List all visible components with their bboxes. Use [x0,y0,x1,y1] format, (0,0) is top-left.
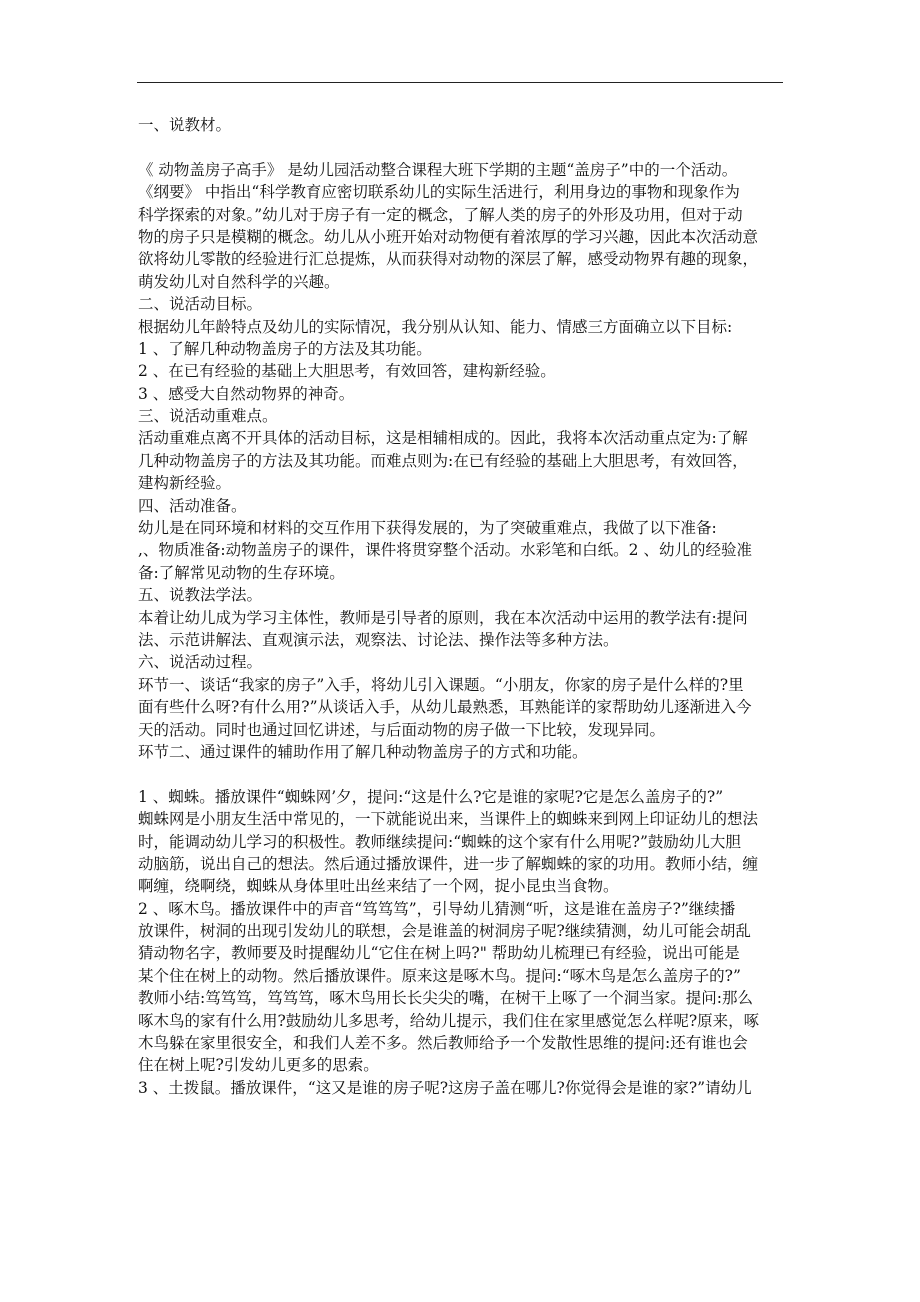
paragraph-line: 环节二、通过课件的辅助作用了解几种动物盖房子的方式和功能。 [138,742,588,761]
paragraph-line: 放课件，树洞的出现引发幼儿的联想，会是谁盖的树洞房子呢?继续猜测，幼儿可能会胡乱 [138,922,751,941]
paragraph-line: 木鸟躲在家里很安全，和我们人差不多。然后教师给予一个发散性思维的提问:还有谁也会 [138,1034,748,1053]
paragraph-line: 备:了解常见动物的生存环境。 [138,563,345,582]
list-item: 3 、土拨鼠。播放课件，“这又是谁的房子呢?这房子盖在哪儿?你觉得会是谁的家?”请幼儿 [138,1078,752,1097]
blank-line [138,763,786,785]
list-item: 2 、啄木鸟。播放课件中的声音“笃笃笃”，引导幼儿猜测“听，这是谁在盖房子?”继续播 [138,899,736,918]
paragraph-line: 面有些什么呀?有什么用?”从谈话入手，从幼儿最熟悉，耳熟能详的家帮助幼儿逐渐进入今 [138,698,752,717]
paragraph-line: 建构新经验。 [138,474,232,493]
paragraph-line: 啊缠，绕啊绕，蜘蛛从身体里吐出丝来结了一个网，捉小昆虫当食物。 [138,877,619,896]
document-body [138,114,786,1099]
paragraph-line: 活动重难点离不开具体的活动目标，这是相辅相成的。因此，我将本次活动重点定为:了解 [138,429,748,448]
paragraph-line: 根据幼儿年龄特点及幼儿的实际情况，我分别从认知、能力、情感三方面确立以下目标: [138,317,733,336]
paragraph-line: 欲将幼儿零散的经验进行汇总提炼，从而获得对动物的深层了解，感受动物界有趣的现象， [138,250,759,269]
header-rule [137,82,783,83]
paragraph-line: 《 动物盖房子高手》 是幼儿园活动整合课程大班下学期的主题“盖房子”中的一个活动。 [138,160,738,179]
paragraph-line: 环节一、谈话“我家的房子”入手，将幼儿引入课题。“小朋友，你家的房子是什么样的?里 [138,675,744,694]
paragraph-line: 住在树上呢?引发幼儿更多的思索。 [138,1056,379,1075]
paragraph-line: 某个住在树上的动物。然后播放课件。原来这是啄木鸟。提问:“啄木鸟是怎么盖房子的?” [138,966,741,985]
section-heading: 一、说教材。 [138,116,232,134]
paragraph-line: 动脑筋，说出自己的想法。然后通过播放课件，进一步了解蜘蛛的家的功用。教师小结，缠 [138,854,759,873]
section-heading: 六、说活动过程。 [138,653,263,672]
list-item: 1 、蜘蛛。播放课件“蜘蛛网’夕，提问:“这是什么?它是谁的家呢?它是怎么盖房子的?” [138,787,724,806]
list-item: 2 、在已有经验的基础上大胆思考，有效回答，建构新经验。 [138,362,556,381]
section-heading: 二、说活动目标。 [138,295,263,314]
section-heading: 五、说教法学法。 [138,586,263,605]
paragraph-line: ,、物质准备:动物盖房子的课件，课件将贯穿整个活动。水彩笔和白纸。2 、幼儿的经验准 [138,541,752,560]
paragraph-line: 科学探索的对象。”幼儿对于房子有一定的概念，了解人类的房子的外形及功用，但对于动 [138,205,743,224]
paragraph-line: 天的活动。同时也通过回忆讲述，与后面动物的房子做一下比较，发现异同。 [138,720,666,739]
paragraph-line: 幼儿是在同环境和材料的交互作用下获得发展的，为了突破重难点，我做了以下准备: [138,519,717,538]
paragraph-line: 法、示范讲解法、直观演示法，观察法、讨论法、操作法等多种方法。 [138,630,619,649]
section-heading: 三、说活动重难点。 [138,407,278,426]
paragraph-line: 几种动物盖房子的方法及其功能。而难点则为:在已有经验的基础上大胆思考，有效回答， [138,451,748,470]
paragraph-line: 《纲要》 中指出“科学教育应密切联系幼儿的实际生活进行，利用身边的事物和现象作为 [138,183,740,202]
paragraph-line: 时，能调动幼儿学习的积极性。教师继续提问:“蜘蛛的这个家有什么用呢?”鼓励幼儿大胆 [138,832,741,851]
paragraph-line: 蜘蛛网是小朋友生活中常见的，一下就能说出来，当课件上的蜘蛛来到网上印证幼儿的想法 [138,810,759,829]
paragraph-line: 物的房子只是模糊的概念。幼儿从小班开始对动物便有着浓厚的学习兴趣，因此本次活动意 [138,227,759,246]
list-item: 3 、感受大自然动物界的神奇。 [138,384,355,403]
paragraph-line: 本着让幼儿成为学习主体性，教师是引导者的原则，我在本次活动中运用的教学法有:提问 [138,608,748,627]
list-item: 1 、了解几种动物盖房子的方法及其功能。 [138,339,432,358]
section-heading: 四、活动准备。 [138,496,247,515]
paragraph-line: 啄木鸟的家有什么用?鼓励幼儿多思考，给幼儿提示，我们住在家里感觉怎么样呢?原来，啄 [138,1011,760,1030]
blank-line [138,136,786,158]
paragraph-line: 猜动物名字，教师要及时提醒幼儿“它住在树上吗?" 帮助幼儿梳理已有经验，说出可能是 [138,944,740,963]
paragraph-line: 教师小结:笃笃笃，笃笃笃，啄木鸟用长长尖尖的嘴，在树干上啄了一个洞当家。提问:那么 [138,989,753,1008]
paragraph-line: 萌发幼儿对自然科学的兴趣。 [138,272,340,291]
